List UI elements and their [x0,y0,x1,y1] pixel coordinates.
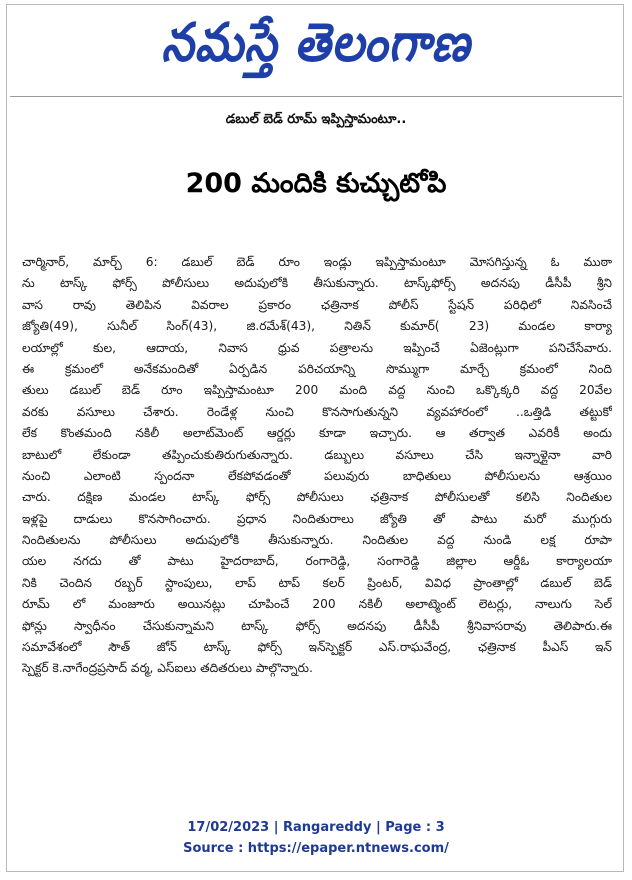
article-line: ఈ క్రమంలో అనేకమందితో ఏర్పడిన పరిచయాన్ని సొమ్ముగా మార్చే క్రమంలో నింది [22,361,612,376]
footer-edition-info: 17/02/2023 | Rangareddy | Page : 3 [187,820,445,835]
article-line: వాస రావు తెలిపిన వివరాల ప్రకారం ఛత్రినాక పోలీస్ స్టేషన్ పరిధిలో నివసించే [22,297,612,312]
article-line: చార్మినార్, మార్చ్ 6: డబుల్ బెడ్ రూం ఇండ్లు ఇప్పిస్తామంటూ మోసగిస్తున్న ఓ ముఠా [22,255,612,269]
article-line: ను టాస్క్ ఫోర్స్ పోలీసులు అదుపులోకి తీసుకున్నారు. టాస్క్‌ఫోర్స్ అదనపు డీసీపీ శ్రీని [22,276,612,291]
article-line: తులు డబుల్ బెడ్ రూం ఇప్పిస్తామంటూ 200 మంది వద్ద నుంచి ఒక్కొక్కరి వద్ద 20వేల [22,383,612,398]
article-line: బాటులో లేకుండా తప్పించుకుతిరుగుతున్నారు. డబ్బులు వసూలు చేసి ఇన్నాళ్లైనా వారి [22,447,612,462]
article-line: ఇళ్లపై దాడులు కొనసాగించారు. ప్రధాన నిందితురాలు జ్యోతి తో పాటు మరో ముగ్గురు [22,511,612,526]
footer-source-link[interactable]: Source : https://epaper.ntnews.com/ [183,841,449,856]
article-line: స్పెక్టర్ కె.నాగేంద్రప్రసాద్ వర్మ, ఎస్ఐలు తదితరులు పాల్గొన్నారు. [22,661,313,676]
article-body [22,252,612,680]
article-line: నిందితులను పోలీసులు అదుపులోకి తీసుకున్నారు. నిందితుల వద్ద నుండి లక్ష రూపా [22,533,612,548]
article-line: లేక కొంతమంది నకిలీ అలాట్‌మెంట్ ఆర్డర్లు కూడా ఇచ్చారు. ఆ తర్వాత ఎవరికీ అందు [22,426,612,441]
article-line: నుంచి ఎలాంటి స్పందనా లేకపోవడంతో పలువురు బాధితులు పోలీసులను ఆశ్రయిం [22,468,612,483]
article-line: యల నగదు తో పాటు హైదరాబాద్, రంగారెడ్డి, సంగారెడ్డి జిల్లాల ఆర్డీఓ కార్యాలయా [22,554,612,569]
article-line: సమావేశంలో సౌత్ జోన్ టాస్క్ ఫోర్స్ ఇన్‌స్పెక్టర్ ఎస్.రాఘవేంద్ర, ఛత్రినాక పీఎస్ ఇన్ [22,640,612,655]
headline-line-2: 200 మందికి కుచ్చుటోపి [185,168,447,199]
article-line: వరకు వసూలు చేశారు. రెండేళ్ల నుంచి కొనసాగుతున్నని వ్యవహారంలో ..ఒత్తిడి తట్టుకో [22,404,612,419]
article-line: లయాల్లో కుల, ఆదాయ, నివాస ధ్రువ పత్రాలను ఇప్పించే ఏజెంట్లుగా పనిచేసేవారు. [22,340,612,355]
article-line: ఫోన్లు స్వాధీనం చేసుకున్నామని టాస్క్ ఫోర్స్ అదనపు డీసీపీ శ్రీనివాసరావు తెలిపారు.ఈ [22,618,612,633]
newspaper-logo: నమస్తే తెలంగాణ [161,11,471,74]
article-line: రూమ్ లో మంజూరు అయినట్లు చూపించే 200 నకిలీ అలాట్మెంట్ లెటర్లు, నాలుగు సెల్ [22,597,612,612]
masthead-divider [10,96,622,97]
article-line: చారు. దక్షిణ మండల టాస్క్ ఫోర్స్ పోలీసులు ఛత్రినాక పోలీసులతో కలిసి నిందితుల [22,490,612,505]
article-line: జ్యోతి(49), సునీల్ సింగ్(43), జి.రమేశ్(43), నితిన్ కుమార్( 23) మండల కార్యా [22,319,612,334]
headline-line-1: డబుల్ బెడ్ రూమ్ ఇప్పిస్తామంటూ.. [225,112,407,127]
footer [0,817,632,859]
article-line: నికి చెందిన రబ్బర్ స్టాంపులు, లాప్ టాప్ కలర్ ప్రింటర్, వివిధ ప్రాంతాల్లో డబుల్ బెడ్ [22,575,612,590]
masthead [0,8,632,90]
